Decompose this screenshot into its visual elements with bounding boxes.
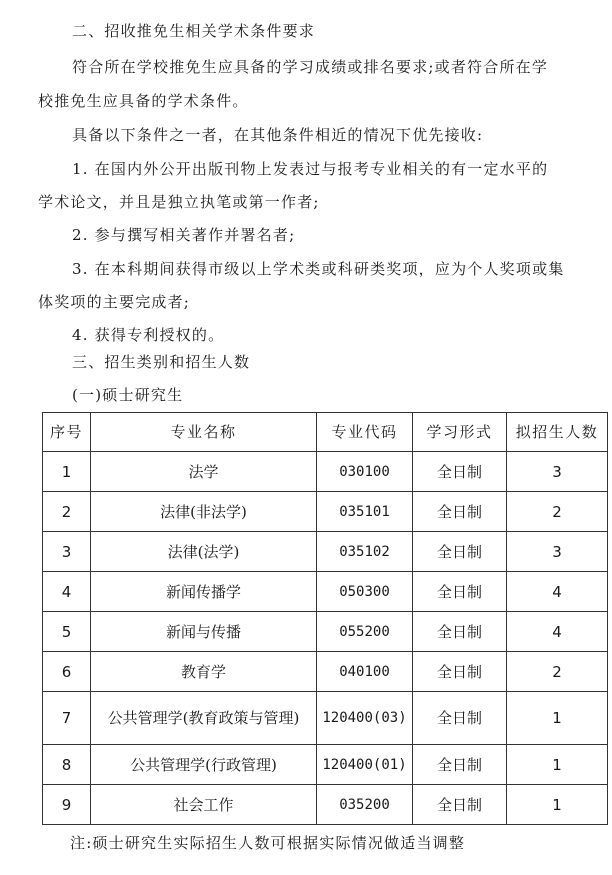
table-row xyxy=(43,652,608,692)
cell-study-mode: 全日制 xyxy=(413,572,507,612)
section-2-paragraph-1-line-1: 符合所在学校推免生应具备的学习成绩或排名要求;或者符合所在学 xyxy=(72,58,549,76)
cell-major-name: 法学 xyxy=(91,452,317,492)
cell-major-name: 公共管理学(教育政策与管理) xyxy=(91,692,317,745)
cell-study-mode: 全日制 xyxy=(413,532,507,572)
cell-planned-count: 3 xyxy=(507,452,608,492)
cell-major-name: 法律(非法学) xyxy=(91,492,317,532)
cell-planned-count: 2 xyxy=(507,652,608,692)
enrollment-table xyxy=(42,412,608,825)
cell-study-mode: 全日制 xyxy=(413,492,507,532)
section-2-heading: 二、招收推免生相关学术条件要求 xyxy=(72,22,316,40)
condition-item-2: 2. 参与撰写相关著作并署名者; xyxy=(72,226,296,244)
cell-major-code: 035101 xyxy=(317,492,413,532)
cell-study-mode: 全日制 xyxy=(413,745,507,785)
section-3-subheading: (一)硕士研究生 xyxy=(72,386,184,404)
cell-serial: 5 xyxy=(43,612,91,652)
condition-item-3-line-2: 体奖项的主要完成者; xyxy=(38,293,191,311)
table-row xyxy=(43,785,608,825)
cell-major-code: 050300 xyxy=(317,572,413,612)
table-row xyxy=(43,572,608,612)
cell-serial: 2 xyxy=(43,492,91,532)
table-row xyxy=(43,692,608,745)
cell-major-name: 社会工作 xyxy=(91,785,317,825)
cell-planned-count: 1 xyxy=(507,692,608,745)
table-footnote: 注:硕士研究生实际招生人数可根据实际情况做适当调整 xyxy=(70,834,466,852)
cell-major-code: 120400(01) xyxy=(317,745,413,785)
condition-item-4: 4. 获得专利授权的。 xyxy=(72,326,225,344)
cell-serial: 1 xyxy=(43,452,91,492)
section-2-paragraph-2: 具备以下条件之一者，在其他条件相近的情况下优先接收: xyxy=(72,126,484,144)
cell-major-code: 055200 xyxy=(317,612,413,652)
cell-planned-count: 3 xyxy=(507,532,608,572)
condition-item-3-line-1: 3. 在本科期间获得市级以上学术类或科研类奖项，应为个人奖项或集 xyxy=(72,260,565,278)
cell-planned-count: 4 xyxy=(507,572,608,612)
cell-serial: 4 xyxy=(43,572,91,612)
header-major-name: 专业名称 xyxy=(91,413,317,452)
cell-planned-count: 1 xyxy=(507,785,608,825)
header-study-mode: 学习形式 xyxy=(413,413,507,452)
cell-study-mode: 全日制 xyxy=(413,612,507,652)
condition-item-1-line-1: 1. 在国内外公开出版刊物上发表过与报考专业相关的有一定水平的 xyxy=(72,160,549,178)
header-planned-enrollment: 拟招生人数 xyxy=(507,413,608,452)
cell-serial: 7 xyxy=(43,692,91,745)
cell-planned-count: 2 xyxy=(507,492,608,532)
table-row xyxy=(43,492,608,532)
cell-major-name: 教育学 xyxy=(91,652,317,692)
cell-study-mode: 全日制 xyxy=(413,785,507,825)
cell-major-code: 035200 xyxy=(317,785,413,825)
cell-study-mode: 全日制 xyxy=(413,692,507,745)
table-header-row xyxy=(43,413,608,452)
cell-serial: 6 xyxy=(43,652,91,692)
cell-major-code: 120400(03) xyxy=(317,692,413,745)
cell-planned-count: 1 xyxy=(507,745,608,785)
cell-major-name: 新闻传播学 xyxy=(91,572,317,612)
cell-serial: 3 xyxy=(43,532,91,572)
cell-major-code: 030100 xyxy=(317,452,413,492)
cell-major-name: 法律(法学) xyxy=(91,532,317,572)
cell-major-code: 035102 xyxy=(317,532,413,572)
header-major-code: 专业代码 xyxy=(317,413,413,452)
cell-study-mode: 全日制 xyxy=(413,652,507,692)
cell-major-code: 040100 xyxy=(317,652,413,692)
table-row xyxy=(43,532,608,572)
section-2-paragraph-1-line-2: 校推免生应具备的学术条件。 xyxy=(38,92,249,110)
cell-major-name: 公共管理学(行政管理) xyxy=(91,745,317,785)
cell-study-mode: 全日制 xyxy=(413,452,507,492)
cell-serial: 8 xyxy=(43,745,91,785)
header-serial-number: 序号 xyxy=(43,413,91,452)
table-row xyxy=(43,612,608,652)
cell-planned-count: 4 xyxy=(507,612,608,652)
section-3-heading: 三、招生类别和招生人数 xyxy=(72,353,251,371)
condition-item-1-line-2: 学术论文，并且是独立执笔或第一作者; xyxy=(38,193,320,211)
table-row xyxy=(43,745,608,785)
cell-major-name: 新闻与传播 xyxy=(91,612,317,652)
cell-serial: 9 xyxy=(43,785,91,825)
table-row xyxy=(43,452,608,492)
